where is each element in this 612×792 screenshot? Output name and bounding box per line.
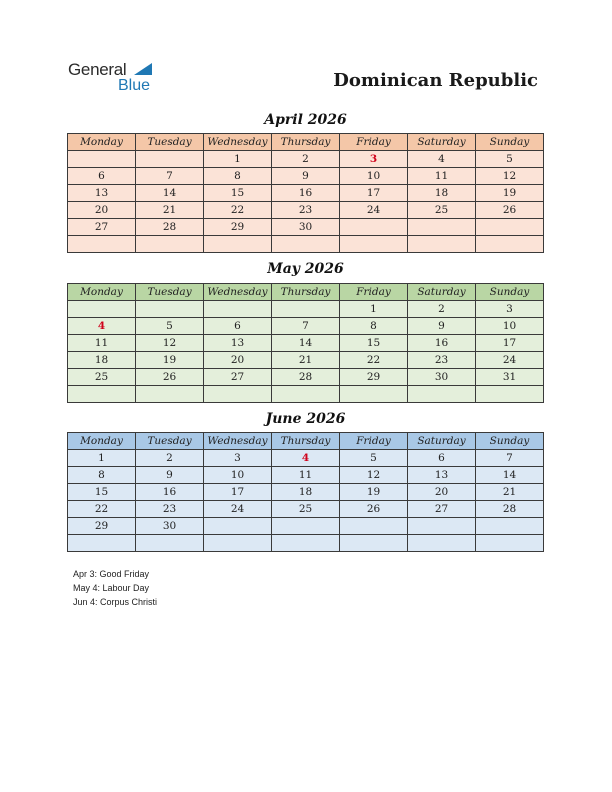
holiday-day-cell: 4 [272,450,340,467]
empty-day-cell [476,535,544,552]
day-cell: 7 [136,168,204,185]
empty-day-cell [340,236,408,253]
weekday-header: Tuesday [136,284,204,301]
day-cell: 19 [340,484,408,501]
day-cell: 27 [204,369,272,386]
empty-day-cell [204,518,272,535]
empty-day-cell [136,236,204,253]
weekday-header-row [68,134,544,151]
weekday-header-row [68,284,544,301]
week-row [68,352,544,369]
day-cell: 29 [204,219,272,236]
day-cell: 5 [476,151,544,168]
day-cell: 16 [272,185,340,202]
day-cell: 26 [136,369,204,386]
week-row [68,202,544,219]
country-title: Dominican Republic [333,70,538,91]
week-row [68,501,544,518]
day-cell: 27 [68,219,136,236]
empty-day-cell [204,386,272,403]
empty-day-cell [68,151,136,168]
week-row [68,386,544,403]
weekday-header: Friday [340,433,408,450]
day-cell: 11 [272,467,340,484]
week-row [68,301,544,318]
empty-day-cell [136,301,204,318]
day-cell: 24 [476,352,544,369]
day-cell: 20 [204,352,272,369]
day-cell: 10 [340,168,408,185]
month-title: May 2026 [267,261,344,277]
empty-day-cell [204,236,272,253]
day-cell: 6 [204,318,272,335]
day-cell: 22 [68,501,136,518]
day-cell: 13 [408,467,476,484]
logo-general-text: General [68,60,127,79]
day-cell: 18 [272,484,340,501]
day-cell: 12 [476,168,544,185]
day-cell: 6 [68,168,136,185]
day-cell: 4 [408,151,476,168]
day-cell: 16 [136,484,204,501]
day-cell: 18 [408,185,476,202]
week-row [68,467,544,484]
day-cell: 14 [272,335,340,352]
day-cell: 7 [476,450,544,467]
day-cell: 29 [68,518,136,535]
day-cell: 15 [340,335,408,352]
day-cell: 1 [204,151,272,168]
day-cell: 30 [136,518,204,535]
weekday-header: Friday [340,134,408,151]
holiday-note: May 4: Labour Day [73,583,150,593]
day-cell: 20 [408,484,476,501]
month-title: April 2026 [264,112,347,128]
month-title: June 2026 [265,411,346,427]
day-cell: 17 [340,185,408,202]
logo [68,60,168,96]
day-cell: 25 [272,501,340,518]
weekday-header: Thursday [272,134,340,151]
week-row [68,450,544,467]
day-cell: 11 [408,168,476,185]
day-cell: 28 [272,369,340,386]
day-cell: 23 [408,352,476,369]
empty-day-cell [272,518,340,535]
day-cell: 5 [340,450,408,467]
day-cell: 15 [204,185,272,202]
day-cell: 17 [204,484,272,501]
day-cell: 7 [272,318,340,335]
weekday-header: Thursday [272,284,340,301]
weekday-header: Tuesday [136,134,204,151]
day-cell: 2 [136,450,204,467]
day-cell: 29 [340,369,408,386]
weekday-header: Friday [340,284,408,301]
week-row [68,168,544,185]
weekday-header: Wednesday [204,134,272,151]
day-cell: 12 [340,467,408,484]
day-cell: 22 [204,202,272,219]
weekday-header: Wednesday [204,284,272,301]
day-cell: 21 [272,352,340,369]
day-cell: 27 [408,501,476,518]
day-cell: 16 [408,335,476,352]
day-cell: 21 [476,484,544,501]
empty-day-cell [340,535,408,552]
day-cell: 12 [136,335,204,352]
day-cell: 8 [68,467,136,484]
day-cell: 26 [476,202,544,219]
day-cell: 24 [340,202,408,219]
weekday-header: Tuesday [136,433,204,450]
day-cell: 6 [408,450,476,467]
empty-day-cell [408,386,476,403]
day-cell: 3 [476,301,544,318]
empty-day-cell [136,151,204,168]
week-row [68,518,544,535]
weekday-header-row [68,433,544,450]
day-cell: 9 [408,318,476,335]
day-cell: 30 [408,369,476,386]
empty-day-cell [340,219,408,236]
month-calendar-table [67,133,544,253]
holiday-notes [73,567,157,609]
day-cell: 31 [476,369,544,386]
day-cell: 2 [408,301,476,318]
empty-day-cell [476,219,544,236]
empty-day-cell [136,386,204,403]
day-cell: 26 [340,501,408,518]
empty-day-cell [476,518,544,535]
empty-day-cell [408,236,476,253]
weekday-header: Monday [68,134,136,151]
empty-day-cell [68,386,136,403]
day-cell: 15 [68,484,136,501]
day-cell: 17 [476,335,544,352]
empty-day-cell [204,535,272,552]
day-cell: 25 [408,202,476,219]
weekday-header: Sunday [476,433,544,450]
day-cell: 3 [204,450,272,467]
day-cell: 18 [68,352,136,369]
empty-day-cell [476,236,544,253]
day-cell: 5 [136,318,204,335]
empty-day-cell [136,535,204,552]
empty-day-cell [408,535,476,552]
week-row [68,535,544,552]
day-cell: 9 [136,467,204,484]
day-cell: 20 [68,202,136,219]
week-row [68,219,544,236]
day-cell: 1 [68,450,136,467]
weekday-header: Saturday [408,433,476,450]
logo-blue-text: Blue [118,77,151,94]
holiday-day-cell: 3 [340,151,408,168]
weekday-header: Sunday [476,284,544,301]
day-cell: 14 [476,467,544,484]
day-cell: 13 [204,335,272,352]
day-cell: 13 [68,185,136,202]
week-row [68,236,544,253]
weekday-header: Saturday [408,134,476,151]
weekday-header: Wednesday [204,433,272,450]
empty-day-cell [272,236,340,253]
day-cell: 22 [340,352,408,369]
empty-day-cell [476,386,544,403]
empty-day-cell [68,535,136,552]
day-cell: 2 [272,151,340,168]
week-row [68,484,544,501]
day-cell: 28 [136,219,204,236]
empty-day-cell [408,518,476,535]
day-cell: 8 [340,318,408,335]
empty-day-cell [68,236,136,253]
day-cell: 25 [68,369,136,386]
day-cell: 28 [476,501,544,518]
empty-day-cell [340,518,408,535]
empty-day-cell [272,386,340,403]
week-row [68,369,544,386]
empty-day-cell [272,301,340,318]
week-row [68,335,544,352]
weekday-header: Thursday [272,433,340,450]
day-cell: 14 [136,185,204,202]
weekday-header: Sunday [476,134,544,151]
week-row [68,318,544,335]
logo-triangle-icon [134,63,152,75]
empty-day-cell [408,219,476,236]
empty-day-cell [68,301,136,318]
month-calendar-table [67,283,544,403]
empty-day-cell [272,535,340,552]
day-cell: 19 [136,352,204,369]
holiday-note: Jun 4: Corpus Christi [73,597,158,607]
weekday-header: Monday [68,284,136,301]
day-cell: 19 [476,185,544,202]
empty-day-cell [340,386,408,403]
day-cell: 30 [272,219,340,236]
day-cell: 23 [136,501,204,518]
holiday-day-cell: 4 [68,318,136,335]
day-cell: 23 [272,202,340,219]
week-row [68,185,544,202]
day-cell: 8 [204,168,272,185]
day-cell: 9 [272,168,340,185]
day-cell: 24 [204,501,272,518]
month-calendar-table [67,432,544,552]
day-cell: 10 [204,467,272,484]
day-cell: 21 [136,202,204,219]
day-cell: 10 [476,318,544,335]
empty-day-cell [204,301,272,318]
holiday-note: Apr 3: Good Friday [73,569,150,579]
day-cell: 11 [68,335,136,352]
day-cell: 1 [340,301,408,318]
weekday-header: Monday [68,433,136,450]
weekday-header: Saturday [408,284,476,301]
week-row [68,151,544,168]
